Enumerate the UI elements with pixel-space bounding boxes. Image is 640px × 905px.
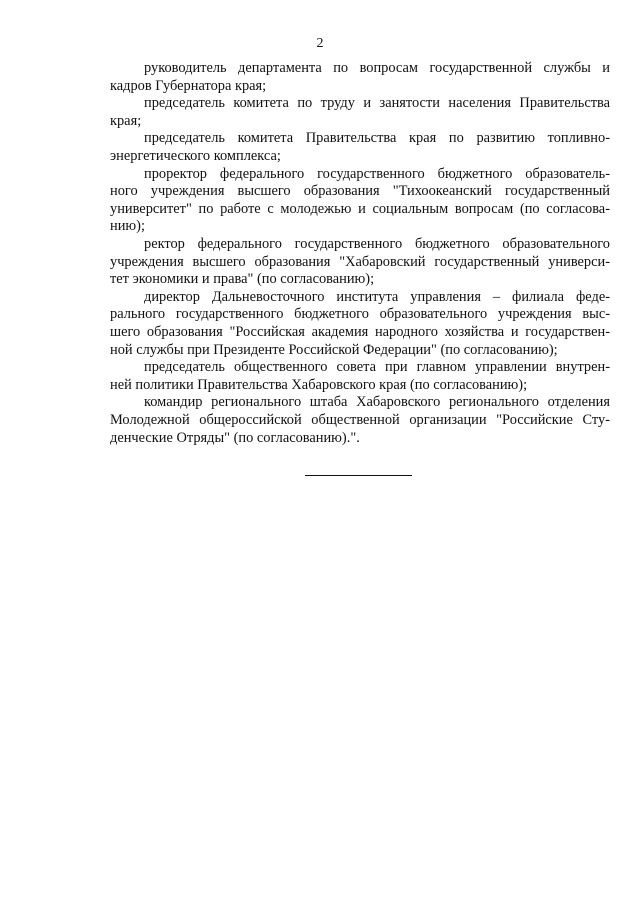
paragraph-line: ректор федерального государственного бюджетного образовательного	[144, 236, 610, 252]
paragraph-line: ной службы при Президенте Российской Федерации" (по согласованию);	[110, 341, 558, 358]
paragraph-line: шего образования "Российская академия народного хозяйства и государствен-	[110, 324, 610, 340]
paragraph-line: ней политики Правительства Хабаровского края (по согласованию);	[110, 376, 528, 393]
paragraph-line: учреждения высшего образования "Хабаровский государственный универси-	[110, 253, 610, 270]
paragraph-line: председатель комитета по труду и занятости населения Правительства	[144, 95, 610, 112]
paragraph-line: тет экономики и права" (по согласованию);	[110, 271, 375, 288]
paragraph-line: университет" по работе с молодежью и социальным вопросам (по согласова-	[110, 200, 610, 217]
paragraph-line: Молодежной общероссийской общественной организации "Российские Сту-	[110, 412, 610, 428]
paragraph-line: командир регионального штаба Хабаровского регионального отделения	[144, 394, 610, 411]
paragraph-line: края;	[110, 112, 142, 129]
paragraph-line: руководитель департамента по вопросам государственной службы и	[144, 60, 610, 76]
paragraph-line: рального государственного бюджетного образовательного учреждения выс-	[110, 306, 610, 323]
paragraph-line: проректор федерального государственного бюджетного образователь-	[144, 165, 610, 182]
page-number: 2	[316, 36, 324, 51]
paragraph-line: денческие Отряды" (по согласованию).".	[110, 429, 360, 446]
end-separator-line	[305, 475, 412, 476]
paragraph-line: кадров Губернатора края;	[110, 77, 267, 94]
paragraph-line: нию);	[110, 218, 145, 235]
paragraph-line: директор Дальневосточного института управления – филиала феде-	[144, 288, 610, 305]
paragraph-line: председатель комитета Правительства края по развитию топливно-	[144, 130, 610, 147]
paragraph-line: председатель общественного совета при главном управлении внутрен-	[144, 359, 610, 376]
paragraph-line: ного учреждения высшего образования "Тихоокеанский государственный	[110, 183, 610, 200]
paragraph-line: энергетического комплекса;	[110, 148, 281, 164]
